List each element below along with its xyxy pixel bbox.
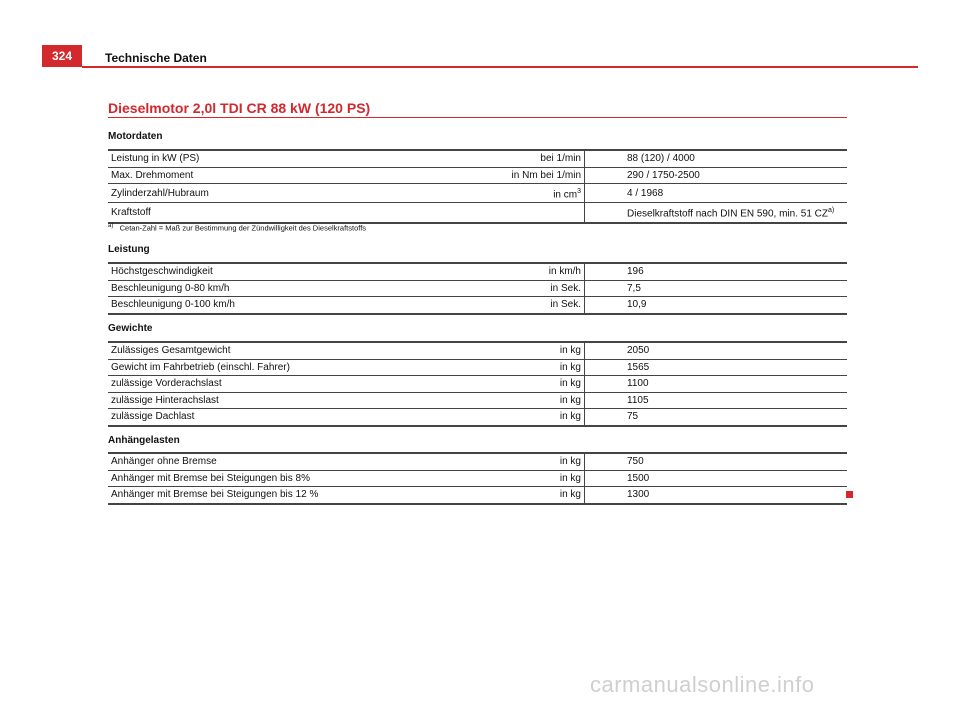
row-label: Beschleunigung 0-80 km/h <box>108 280 474 297</box>
row-value: 290 / 1750-2500 <box>585 167 848 184</box>
unit-superscript: 3 <box>577 188 581 195</box>
row-value: 750 <box>585 453 848 470</box>
header-rule <box>82 66 918 68</box>
row-unit: in kg <box>474 359 585 376</box>
row-unit <box>474 184 585 203</box>
footnote <box>108 223 366 233</box>
row-label: zulässige Hinterachslast <box>108 392 474 409</box>
table-row <box>108 409 847 426</box>
watermark: carmanualsonline.info <box>590 672 815 697</box>
table-row <box>108 150 847 167</box>
row-value: 1500 <box>585 470 848 487</box>
header-title: Technische Daten <box>105 51 207 65</box>
row-unit: in kg <box>474 342 585 359</box>
row-label: Zulässiges Gesamtgewicht <box>108 342 474 359</box>
row-value: 1105 <box>585 392 848 409</box>
row-label: zulässige Dachlast <box>108 409 474 426</box>
row-value: 7,5 <box>585 280 848 297</box>
leistung-table <box>108 262 847 315</box>
table-row <box>108 392 847 409</box>
row-value: 1565 <box>585 359 848 376</box>
leistung-heading: Leistung <box>108 244 150 255</box>
row-unit: in kg <box>474 392 585 409</box>
section-rule <box>108 117 847 118</box>
row-label: Anhänger ohne Bremse <box>108 453 474 470</box>
row-unit: bei 1/min <box>474 150 585 167</box>
table-row <box>108 203 847 223</box>
table-row <box>108 280 847 297</box>
anhaengelasten-heading: Anhängelasten <box>108 435 180 446</box>
row-unit: in km/h <box>474 263 585 280</box>
row-unit <box>474 203 585 223</box>
row-label: Zylinderzahl/Hubraum <box>108 184 474 203</box>
table-row <box>108 263 847 280</box>
row-value: 10,9 <box>585 297 848 314</box>
row-label: Anhänger mit Bremse bei Steigungen bis 12 % <box>108 487 474 504</box>
row-unit: in kg <box>474 487 585 504</box>
row-unit: in kg <box>474 453 585 470</box>
value-text: Dieselkraftstoff nach DIN EN 590, min. 51 CZ <box>627 208 829 220</box>
row-value: 196 <box>585 263 848 280</box>
row-label: Beschleunigung 0-100 km/h <box>108 297 474 314</box>
table-row <box>108 342 847 359</box>
row-label: Gewicht im Fahrbetrieb (einschl. Fahrer) <box>108 359 474 376</box>
row-value: 4 / 1968 <box>585 184 848 203</box>
table-row <box>108 184 847 203</box>
table-row <box>108 376 847 393</box>
footnote-ref: a) <box>828 207 835 215</box>
row-unit: in kg <box>474 376 585 393</box>
table-row <box>108 470 847 487</box>
end-of-section-marker <box>846 491 853 498</box>
row-unit: in Sek. <box>474 297 585 314</box>
anhaengelasten-table <box>108 452 847 505</box>
motordaten-heading: Motordaten <box>108 131 163 142</box>
row-label: Höchstgeschwindigkeit <box>108 263 474 280</box>
row-label: Max. Drehmoment <box>108 167 474 184</box>
table-row <box>108 453 847 470</box>
row-label: zulässige Vorderachslast <box>108 376 474 393</box>
table-row <box>108 487 847 504</box>
row-label: Anhänger mit Bremse bei Steigungen bis 8% <box>108 470 474 487</box>
row-value: 88 (120) / 4000 <box>585 150 848 167</box>
row-value <box>585 203 848 223</box>
row-value: 1300 <box>585 487 848 504</box>
row-unit: in kg <box>474 470 585 487</box>
row-unit: in Nm bei 1/min <box>474 167 585 184</box>
row-value: 75 <box>585 409 848 426</box>
row-unit: in Sek. <box>474 280 585 297</box>
row-label: Kraftstoff <box>108 203 474 223</box>
page-number: 324 <box>51 49 73 63</box>
footnote-marker: a) <box>108 223 114 229</box>
table-row <box>108 359 847 376</box>
row-label: Leistung in kW (PS) <box>108 150 474 167</box>
row-value: 2050 <box>585 342 848 359</box>
row-unit: in kg <box>474 409 585 426</box>
row-value: 1100 <box>585 376 848 393</box>
gewichte-heading: Gewichte <box>108 323 153 334</box>
motordaten-table <box>108 149 847 224</box>
footnote-text: Cetan-Zahl = Maß zur Bestimmung der Zündwilligkeit des Dieselkraftstoffs <box>119 223 367 233</box>
gewichte-table <box>108 341 847 427</box>
unit-text: in cm <box>553 189 578 201</box>
section-title: Dieselmotor 2,0l TDI CR 88 kW (120 PS) <box>108 100 371 116</box>
table-row <box>108 167 847 184</box>
table-row <box>108 297 847 314</box>
